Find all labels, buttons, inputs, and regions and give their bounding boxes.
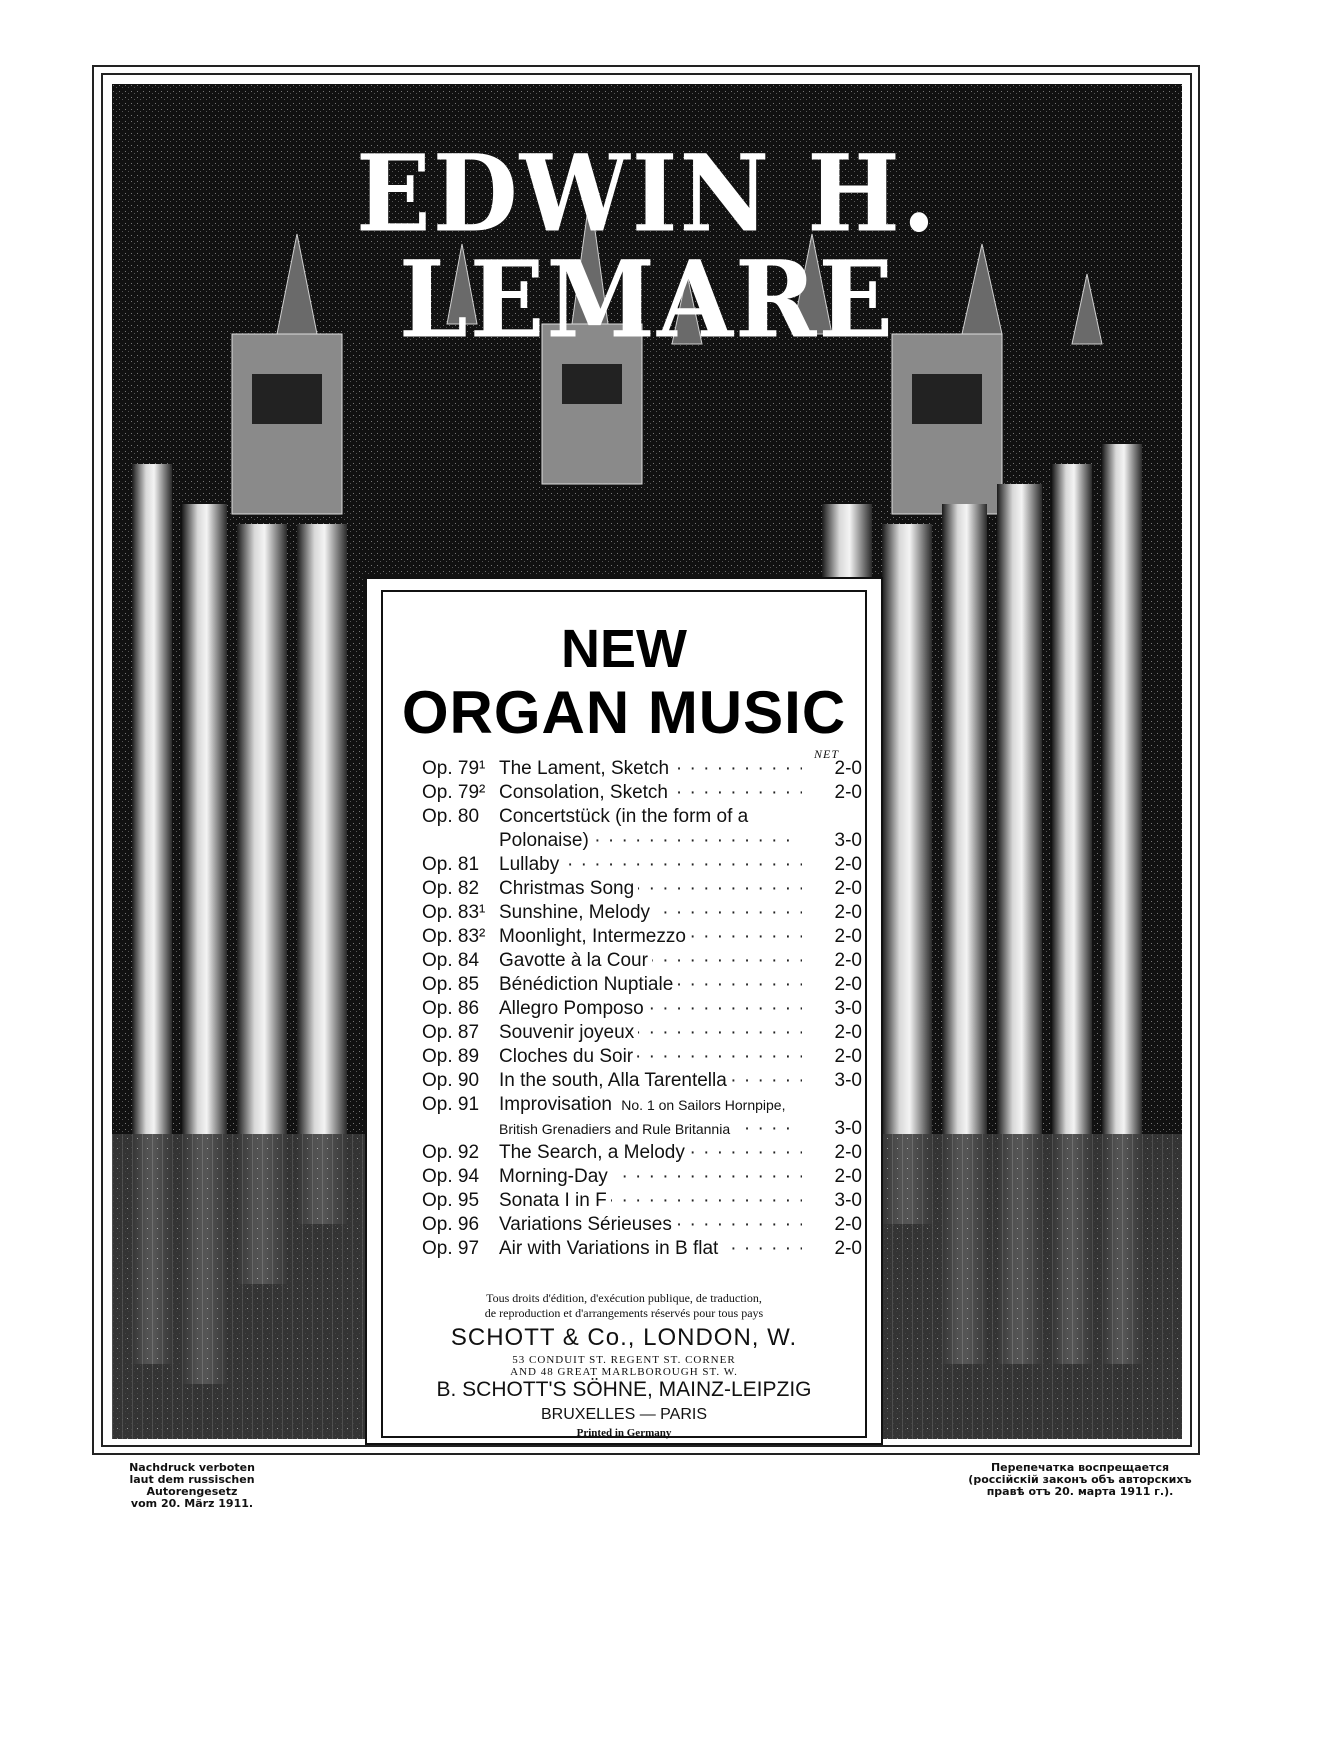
net-label: NET bbox=[814, 747, 840, 761]
work-title: Variations Sérieuses bbox=[499, 1214, 676, 1235]
note-line: vom 20. März 1911. bbox=[130, 1497, 254, 1510]
work-title: Bénédiction Nuptiale bbox=[499, 974, 677, 995]
opus-number: Op. 91 bbox=[422, 1094, 480, 1115]
publisher-address bbox=[381, 1354, 867, 1378]
work-price: 2-0 bbox=[834, 1166, 862, 1187]
work-title: The Lament, Sketch bbox=[499, 758, 673, 779]
heading-organ-music: ORGAN MUSIC bbox=[401, 679, 847, 746]
work-price: 2-0 bbox=[834, 974, 862, 995]
work-price: 2-0 bbox=[834, 1214, 862, 1235]
opus-number: Op. 80 bbox=[422, 806, 480, 827]
work-title: Air with Variations in B flat bbox=[499, 1238, 722, 1259]
opus-number: Op. 96 bbox=[422, 1214, 480, 1235]
work-title: In the south, Alla Tarentella bbox=[499, 1070, 731, 1091]
work-title: Moonlight, Intermezzo bbox=[499, 926, 690, 947]
list-item bbox=[422, 1213, 862, 1237]
work-price: 3-0 bbox=[834, 998, 862, 1019]
note-line: Nachdruck verboten bbox=[129, 1461, 255, 1474]
copyright-note-german bbox=[92, 1462, 292, 1510]
works-list bbox=[422, 757, 862, 1261]
rights-notice bbox=[381, 1291, 867, 1321]
list-item bbox=[422, 877, 862, 901]
list-item bbox=[422, 853, 862, 877]
work-price: 2-0 bbox=[834, 926, 862, 947]
opus-number: Op. 94 bbox=[422, 1166, 480, 1187]
opus-number: Op. 83² bbox=[422, 926, 486, 947]
list-item bbox=[422, 1141, 862, 1165]
opus-number: Op. 89 bbox=[422, 1046, 480, 1067]
opus-number: Op. 90 bbox=[422, 1070, 480, 1091]
list-item bbox=[422, 997, 862, 1021]
publisher-london: SCHOTT & Co., LONDON, W. bbox=[450, 1324, 798, 1351]
work-title: Christmas Song bbox=[499, 878, 638, 899]
work-price: 3-0 bbox=[834, 1190, 862, 1211]
work-price: 3-0 bbox=[834, 1070, 862, 1091]
address-line: 53 CONDUIT ST. REGENT ST. CORNER bbox=[512, 1354, 736, 1366]
work-price: 2-0 bbox=[834, 854, 862, 875]
work-price: 2-0 bbox=[834, 758, 862, 779]
note-line: Перепечатка воспрещается bbox=[990, 1461, 1170, 1474]
copyright-note-russian bbox=[960, 1462, 1200, 1498]
work-title: Sonata I in F bbox=[499, 1190, 611, 1211]
list-item bbox=[422, 1021, 862, 1045]
work-price: 3-0 bbox=[834, 830, 862, 851]
opus-number: Op. 84 bbox=[422, 950, 480, 971]
opus-number: Op. 79² bbox=[422, 782, 486, 803]
work-title: Gavotte à la Cour bbox=[499, 950, 652, 971]
work-price: 3-0 bbox=[834, 1118, 862, 1139]
work-price: 2-0 bbox=[834, 902, 862, 923]
work-price: 2-0 bbox=[834, 1046, 862, 1067]
list-item bbox=[422, 757, 862, 781]
opus-number: Op. 97 bbox=[422, 1238, 480, 1259]
work-subtitle: No. 1 on Sailors Hornpipe, British Grenadiers and Rule Britannia bbox=[499, 1097, 786, 1137]
composer-name: EDWIN H. LEMARE bbox=[356, 132, 938, 363]
opus-number: Op. 92 bbox=[422, 1142, 480, 1163]
work-price: 2-0 bbox=[834, 878, 862, 899]
heading-new: NEW bbox=[561, 619, 687, 679]
list-item bbox=[422, 805, 862, 853]
work-title: Improvisation bbox=[499, 1094, 616, 1115]
list-item bbox=[422, 949, 862, 973]
list-item bbox=[422, 901, 862, 925]
work-price: 2-0 bbox=[834, 950, 862, 971]
note-line: laut dem russischen Autorengesetz bbox=[129, 1473, 255, 1498]
list-item bbox=[422, 781, 862, 805]
work-title: Lullaby bbox=[499, 854, 563, 875]
work-title: Cloches du Soir bbox=[499, 1046, 637, 1067]
list-item bbox=[422, 1093, 862, 1141]
work-price: 2-0 bbox=[834, 782, 862, 803]
opus-number: Op. 79¹ bbox=[422, 758, 486, 779]
opus-number: Op. 85 bbox=[422, 974, 480, 995]
work-title: Allegro Pomposo bbox=[499, 998, 648, 1019]
list-item bbox=[422, 1045, 862, 1069]
opus-number: Op. 86 bbox=[422, 998, 480, 1019]
printed-in: Printed in Germany bbox=[576, 1427, 672, 1439]
work-title: The Search, a Melody bbox=[499, 1142, 689, 1163]
work-title: Sunshine, Melody bbox=[499, 902, 654, 923]
list-item bbox=[422, 1237, 862, 1261]
list-item bbox=[422, 1165, 862, 1189]
opus-number: Op. 83¹ bbox=[422, 902, 486, 923]
note-line: правѣ отъ 20. марта 1911 г.). bbox=[986, 1485, 1174, 1498]
opus-number: Op. 95 bbox=[422, 1190, 480, 1211]
rights-line: de reproduction et d'arrangements réservés pour tous pays bbox=[484, 1306, 764, 1320]
work-title: Souvenir joyeux bbox=[499, 1022, 638, 1043]
work-price: 2-0 bbox=[834, 1238, 862, 1259]
list-item bbox=[422, 1189, 862, 1213]
list-item bbox=[422, 925, 862, 949]
list-item bbox=[422, 1069, 862, 1093]
list-item bbox=[422, 973, 862, 997]
publisher-cities: BRUXELLES — PARIS bbox=[541, 1406, 707, 1423]
opus-number: Op. 87 bbox=[422, 1022, 480, 1043]
work-title: Concertstück (in the form of a Polonaise) bbox=[499, 806, 749, 851]
work-price: 2-0 bbox=[834, 1142, 862, 1163]
opus-number: Op. 81 bbox=[422, 854, 480, 875]
note-line: (россійскій законъ объ авторскихъ bbox=[968, 1473, 1192, 1486]
work-price: 2-0 bbox=[834, 1022, 862, 1043]
work-title: Morning-Day bbox=[499, 1166, 612, 1187]
address-line: AND 48 GREAT MARLBOROUGH ST. W. bbox=[510, 1366, 738, 1378]
rights-line: Tous droits d'édition, d'exécution publique, de traduction, bbox=[486, 1291, 762, 1305]
opus-number: Op. 82 bbox=[422, 878, 480, 899]
work-title: Consolation, Sketch bbox=[499, 782, 672, 803]
publisher-mainz: B. SCHOTT'S SÖHNE, MAINZ-LEIPZIG bbox=[436, 1378, 812, 1401]
